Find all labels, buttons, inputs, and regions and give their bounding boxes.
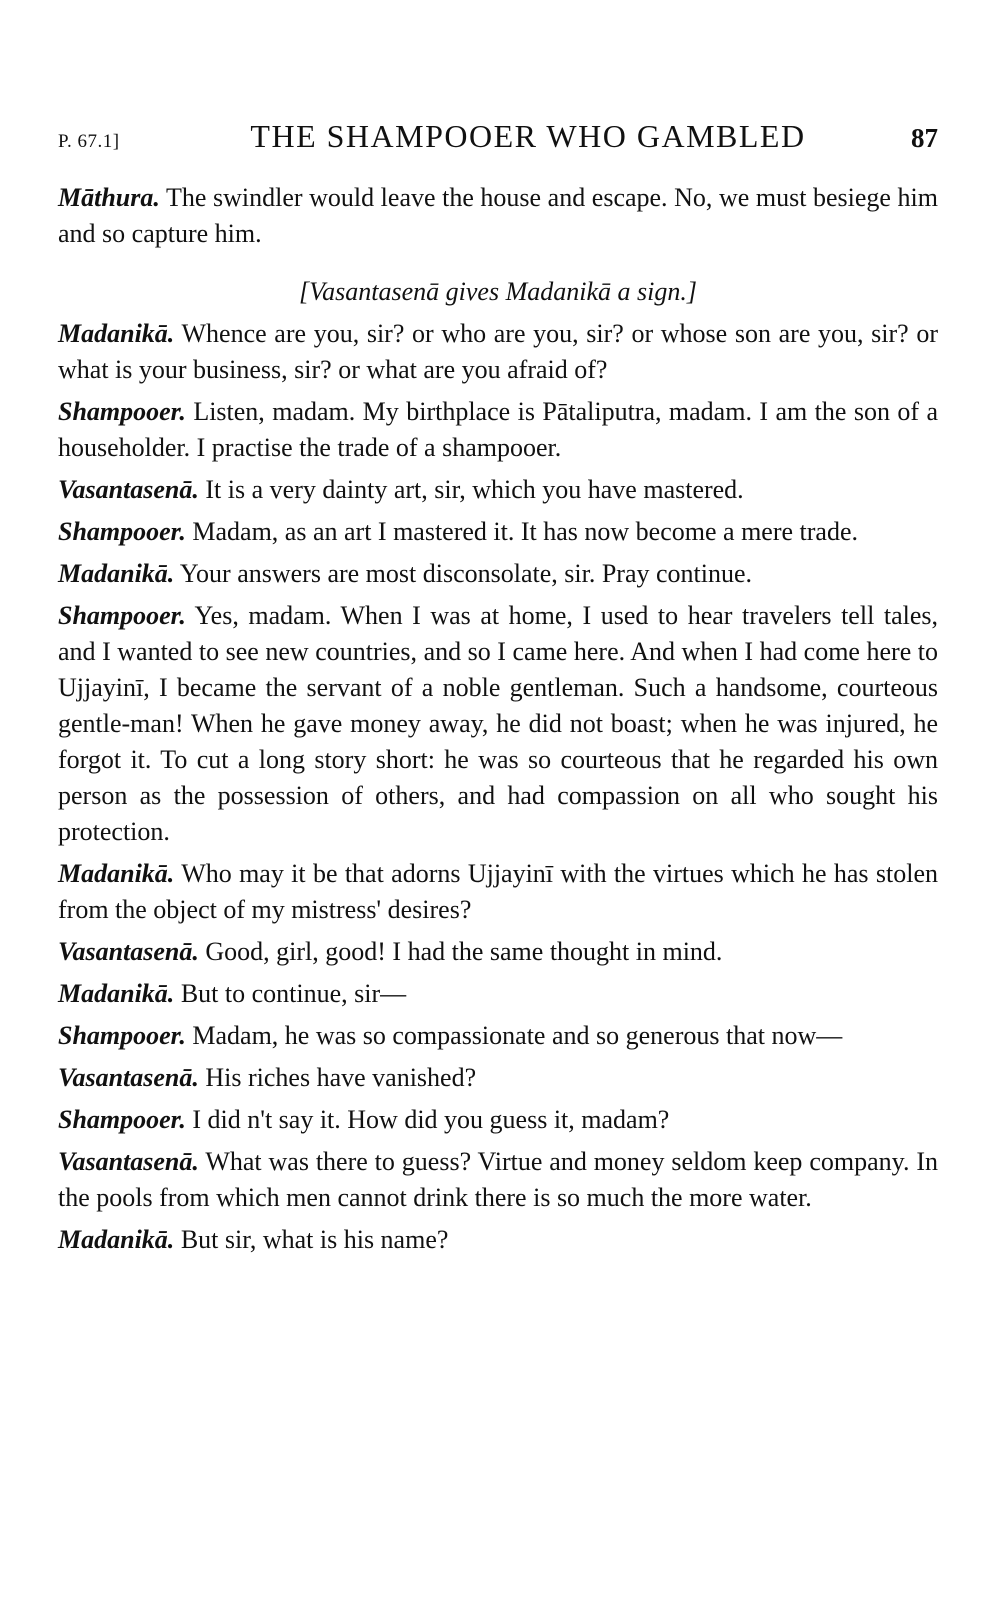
speaker-name: Vasantasenā. xyxy=(58,1147,199,1176)
speaker-name: Vasantasenā. xyxy=(58,937,199,966)
dialogue-text: I did n't say it. How did you guess it, madam? xyxy=(192,1105,670,1134)
dialogue-line xyxy=(58,394,938,466)
speaker-name: Shampooer. xyxy=(58,1105,186,1134)
dialogue-line xyxy=(58,934,938,970)
dialogue-text: What was there to guess? Virtue and money seldom keep company. In the pools from which men cannot drink there is so much the more water. xyxy=(58,1147,938,1212)
dialogue-text: His riches have vanished? xyxy=(205,1063,477,1092)
speaker-name: Shampooer. xyxy=(58,601,186,630)
speaker-name: Shampooer. xyxy=(58,1021,186,1050)
dialogue-line xyxy=(58,976,938,1012)
dialogue-text: But sir, what is his name? xyxy=(180,1225,449,1254)
speaker-name: Shampooer. xyxy=(58,517,186,546)
dialogue-line xyxy=(58,316,938,388)
dialogue-line xyxy=(58,1222,938,1258)
dialogue-line xyxy=(58,514,938,550)
speaker-name: Madanikā. xyxy=(58,859,175,888)
dialogue-text: But to continue, sir— xyxy=(180,979,407,1008)
speaker-name: Shampooer. xyxy=(58,397,186,426)
dialogue-line xyxy=(58,180,938,252)
dialogue-text: Your answers are most disconsolate, sir. Pray continue. xyxy=(179,559,753,588)
dialogue-line xyxy=(58,556,938,592)
book-page xyxy=(58,118,938,1264)
stage-direction: [Vasantasenā gives Madanikā a sign.] xyxy=(299,277,697,306)
dialogue-text: The swindler would leave the house and escape. No, we must besiege him and so capture him. xyxy=(58,183,938,248)
speaker-name: Māthura. xyxy=(58,183,160,212)
section-reference: P. 67.1] xyxy=(58,131,120,152)
speaker-name: Madanikā. xyxy=(58,1225,175,1254)
speaker-name: Madanikā. xyxy=(58,979,175,1008)
dialogue-line xyxy=(58,856,938,928)
dialogue-line xyxy=(58,1102,938,1138)
dialogue-text: Yes, madam. When I was at home, I used to hear travelers tell tales, and I wanted to see new countries, and so I came here. And when I had come here to Ujjayinī, I became the servant of a noble gentleman. Such a handsome, courteous gentle-man! When he gave money away, he did not boast; when he was injured, he forgot it. To cut a long story short: he was so courteous that he regarded his own person as the possession of others, and had compassion on all who sought his protection. xyxy=(58,601,938,846)
dialogue-text: Madam, as an art I mastered it. It has now become a mere trade. xyxy=(192,517,858,546)
speaker-name: Madanikā. xyxy=(58,319,175,348)
speaker-name: Madanikā. xyxy=(58,559,175,588)
page-number: 87 xyxy=(911,123,938,153)
dialogue-text: Good, girl, good! I had the same thought in mind. xyxy=(205,937,723,966)
dialogue-text: Who may it be that adorns Ujjayinī with the virtues which he has stolen from the object of my mistress' desires? xyxy=(58,859,938,924)
dialogue-text: Listen, madam. My birthplace is Pātaliputra, madam. I am the son of a householder. I practise the trade of a shampooer. xyxy=(58,397,939,462)
dialogue-text: Madam, he was so compassionate and so generous that now— xyxy=(192,1021,843,1050)
dialogue-line xyxy=(58,1144,938,1216)
dialogue-line xyxy=(58,472,938,508)
dialogue-line xyxy=(58,1018,938,1054)
dialogue-text: Whence are you, sir? or who are you, sir? or whose son are you, sir? or what is your business, sir? or what are you afraid of? xyxy=(58,319,938,384)
running-head xyxy=(58,118,938,174)
dialogue-line xyxy=(58,1060,938,1096)
speaker-name: Vasantasenā. xyxy=(58,1063,199,1092)
chapter-title: THE SHAMPOOER WHO GAMBLED xyxy=(250,118,806,154)
dialogue-text: It is a very dainty art, sir, which you have mastered. xyxy=(205,475,744,504)
dialogue-line xyxy=(58,598,938,850)
speaker-name: Vasantasenā. xyxy=(58,475,199,504)
